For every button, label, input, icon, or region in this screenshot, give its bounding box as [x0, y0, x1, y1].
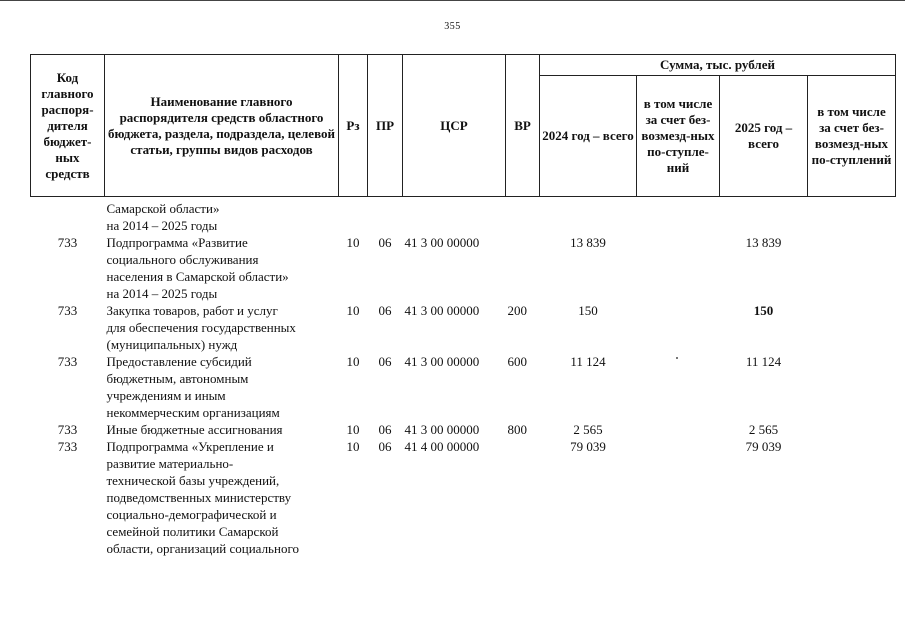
table-row — [31, 197, 896, 235]
cell-pr: 06 — [378, 354, 392, 369]
cell-rz: 10 — [346, 439, 360, 454]
cell-2024-free — [637, 197, 720, 235]
cell-2024-total: 11 124 — [570, 354, 606, 369]
cell-2024-free — [637, 353, 720, 421]
table-row — [31, 302, 896, 353]
cell-vr: 800 — [507, 422, 527, 437]
cell-vr — [506, 197, 540, 235]
cell-code: 733 — [57, 235, 78, 250]
header-rz: Рз — [339, 55, 368, 197]
cell-2025-total: 11 124 — [745, 354, 782, 369]
header-pr: ПР — [368, 55, 403, 197]
cell-pr: 06 — [378, 422, 392, 437]
cell-2025-total: 150 — [753, 303, 774, 318]
budget-table — [30, 54, 896, 557]
cell-pr: 06 — [378, 235, 392, 250]
cell-2025-free — [808, 197, 896, 235]
cell-name: Иные бюджетные ассигнования — [106, 422, 283, 437]
cell-rz: 10 — [346, 354, 360, 369]
cell-code: 733 — [57, 354, 78, 369]
cell-2025-free — [808, 234, 896, 302]
cell-2024-free — [637, 302, 720, 353]
table-row — [31, 421, 896, 438]
table-row — [31, 353, 896, 421]
top-border-line — [0, 0, 905, 1]
header-name: Наименование главного распорядителя средств областного бюджета, раздела, подраздела, целевой статьи, группы видов расходов — [105, 55, 339, 197]
cell-name: Закупка товаров, работ и услуг для обеспечения государственных (муниципальных) нужд — [106, 303, 296, 352]
table-row — [31, 438, 896, 557]
cell-rz — [339, 197, 368, 235]
cell-csr — [403, 197, 506, 235]
cell-2024-total: 2 565 — [573, 422, 603, 437]
cell-2024-total: 150 — [578, 303, 598, 318]
cell-2025-free — [808, 421, 896, 438]
cell-2025-free — [808, 302, 896, 353]
cell-2024-total — [540, 197, 637, 235]
table-header — [31, 55, 896, 197]
table-body — [31, 197, 896, 558]
header-vr: ВР — [506, 55, 540, 197]
cell-code: 733 — [57, 439, 78, 454]
cell-2024-total: 13 839 — [570, 235, 606, 250]
header-2024-free: в том числе за счет без-возмезд-ных по-ступле-ний — [637, 76, 720, 197]
header-csr: ЦСР — [403, 55, 506, 197]
cell-name: Подпрограмма «Укрепление и развитие материально- технической базы учреждений, подведомственных министерству социально-демографической и семейной политики Самарской области, организаций социального — [106, 439, 299, 556]
cell-code — [31, 197, 105, 235]
header-2024-total: 2024 год – всего — [540, 76, 637, 197]
cell-pr — [368, 197, 403, 235]
cell-rz: 10 — [346, 303, 360, 318]
cell-csr: 41 3 00 00000 — [404, 354, 480, 369]
cell-name: Предоставление субсидий бюджетным, автономным учреждениям и иным некоммерческим организациям — [106, 354, 280, 420]
scan-speck — [676, 357, 678, 359]
header-code: Код главного распоря-дителя бюджет-ных средств — [31, 55, 105, 197]
cell-vr: 600 — [507, 354, 527, 369]
cell-pr: 06 — [378, 439, 392, 454]
header-2025-total: 2025 год – всего — [720, 76, 808, 197]
cell-csr: 41 3 00 00000 — [404, 235, 480, 250]
cell-code: 733 — [57, 422, 78, 437]
cell-vr: 200 — [507, 303, 527, 318]
cell-2025-free — [808, 438, 896, 557]
cell-2024-free — [637, 234, 720, 302]
cell-2025-total: 13 839 — [745, 235, 782, 250]
cell-2025-total: 79 039 — [745, 439, 782, 454]
cell-2025-total: 2 565 — [748, 422, 779, 437]
cell-csr: 41 3 00 00000 — [404, 422, 480, 437]
cell-rz: 10 — [346, 235, 360, 250]
cell-name: Подпрограмма «Развитие социального обслуживания населения в Самарской области» на 2014 – 2025 годы — [106, 235, 289, 301]
cell-pr: 06 — [378, 303, 392, 318]
header-2025-free: в том числе за счет без-возмезд-ных по-ступлений — [808, 76, 896, 197]
cell-name: Самарской области» на 2014 – 2025 годы — [106, 201, 220, 233]
cell-vr — [506, 438, 540, 557]
cell-csr: 41 4 00 00000 — [404, 439, 480, 454]
cell-code: 733 — [57, 303, 78, 318]
cell-2024-free — [637, 421, 720, 438]
header-sum-group: Сумма, тыс. рублей — [540, 55, 896, 76]
table-row — [31, 234, 896, 302]
cell-csr: 41 3 00 00000 — [404, 303, 480, 318]
cell-2024-total: 79 039 — [570, 439, 606, 454]
cell-2024-free — [637, 438, 720, 557]
page-number: 355 — [444, 21, 461, 32]
cell-rz: 10 — [346, 422, 360, 437]
cell-vr — [506, 234, 540, 302]
cell-2025-free — [808, 353, 896, 421]
cell-2025-total — [720, 197, 808, 235]
